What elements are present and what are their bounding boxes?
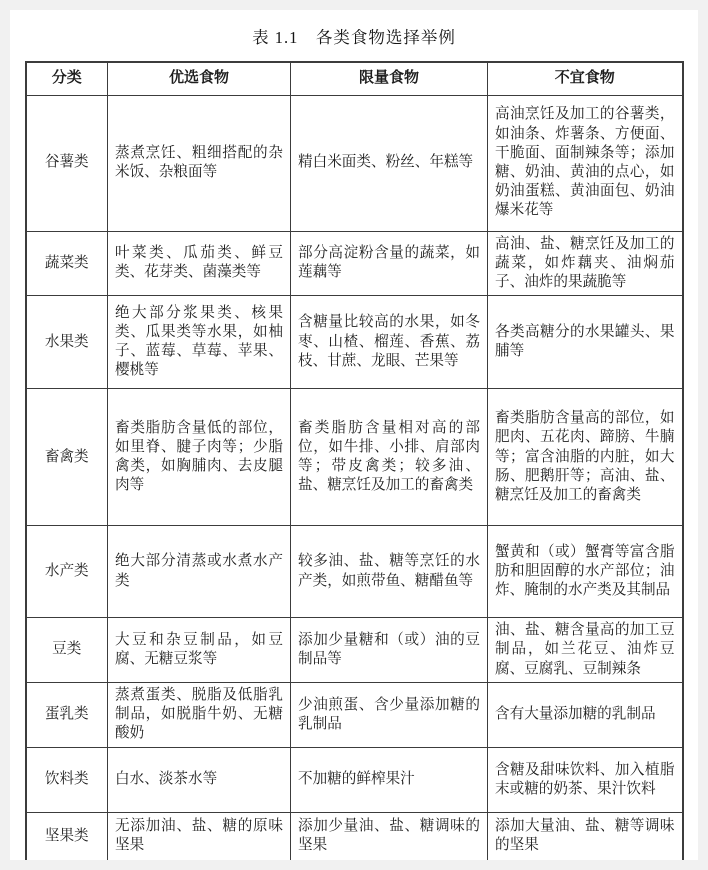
table-row — [26, 526, 683, 618]
table-row — [26, 389, 683, 526]
cell-category: 坚果类 — [26, 812, 108, 860]
header-preferred: 优选食物 — [108, 62, 291, 95]
cell-preferred: 蒸煮蛋类、脱脂及低脂乳制品，如脱脂牛奶、无糖酸奶 — [108, 682, 291, 747]
cell-avoid: 含糖及甜味饮料、加入植脂末或糖的奶茶、果汁饮料 — [488, 747, 683, 812]
cell-preferred: 无添加油、盐、糖的原味坚果 — [108, 812, 291, 860]
cell-limited: 部分高淀粉含量的蔬菜，如莲藕等 — [291, 231, 488, 296]
table-row — [26, 296, 683, 389]
cell-preferred: 白水、淡茶水等 — [108, 747, 291, 812]
cell-avoid: 各类高糖分的水果罐头、果脯等 — [488, 296, 683, 389]
table-row — [26, 95, 683, 231]
header-avoid: 不宜食物 — [488, 62, 683, 95]
cell-limited: 不加糖的鲜榨果汁 — [291, 747, 488, 812]
cell-avoid: 添加大量油、盐、糖等调味的坚果 — [488, 812, 683, 860]
cell-category: 水产类 — [26, 526, 108, 618]
cell-preferred: 叶菜类、瓜茄类、鲜豆类、花芽类、菌藻类等 — [108, 231, 291, 296]
cell-category: 水果类 — [26, 296, 108, 389]
cell-avoid: 畜类脂肪含量高的部位，如肥肉、五花肉、蹄膀、牛腩等；富含油脂的内脏，如大肠、肥鹅肝等；高油、盐、糖烹饪及加工的畜禽类 — [488, 389, 683, 526]
cell-category: 畜禽类 — [26, 389, 108, 526]
table-row — [26, 682, 683, 747]
food-selection-table — [25, 61, 684, 860]
table-body — [26, 95, 683, 860]
cell-category: 谷薯类 — [26, 95, 108, 231]
header-limited: 限量食物 — [291, 62, 488, 95]
cell-category: 蔬菜类 — [26, 231, 108, 296]
cell-preferred: 绝大部分清蒸或水煮水产类 — [108, 526, 291, 618]
table-row — [26, 618, 683, 683]
cell-limited: 畜类脂肪含量相对高的部位，如牛排、小排、肩部肉等；带皮禽类；较多油、盐、糖烹饪及加工的畜禽类 — [291, 389, 488, 526]
table-row — [26, 231, 683, 296]
cell-avoid: 高油烹饪及加工的谷薯类，如油条、炸薯条、方便面、干脆面、面制辣条等；添加糖、奶油、黄油的点心，如奶油蛋糕、黄油面包、奶油爆米花等 — [488, 95, 683, 231]
header-category: 分类 — [26, 62, 108, 95]
cell-preferred: 畜类脂肪含量低的部位，如里脊、腱子肉等；少脂禽类，如胸脯肉、去皮腿肉等 — [108, 389, 291, 526]
cell-preferred: 大豆和杂豆制品，如豆腐、无糖豆浆等 — [108, 618, 291, 683]
document-page — [10, 10, 698, 860]
table-row — [26, 747, 683, 812]
table-title: 表 1.1 各类食物选择举例 — [252, 28, 456, 47]
cell-category: 饮料类 — [26, 747, 108, 812]
cell-avoid: 蟹黄和（或）蟹膏等富含脂肪和胆固醇的水产部位；油炸、腌制的水产类及其制品 — [488, 526, 683, 618]
cell-category: 蛋乳类 — [26, 682, 108, 747]
cell-limited: 含糖量比较高的水果，如冬枣、山楂、榴莲、香蕉、荔枝、甘蔗、龙眼、芒果等 — [291, 296, 488, 389]
table-row — [26, 812, 683, 860]
cell-limited: 较多油、盐、糖等烹饪的水产类，如煎带鱼、糖醋鱼等 — [291, 526, 488, 618]
cell-avoid: 油、盐、糖含量高的加工豆制品，如兰花豆、油炸豆腐、豆腐乳、豆制辣条 — [488, 618, 683, 683]
table-header — [26, 62, 683, 95]
cell-preferred: 绝大部分浆果类、核果类、瓜果类等水果，如柚子、蓝莓、草莓、苹果、樱桃等 — [108, 296, 291, 389]
cell-avoid: 含有大量添加糖的乳制品 — [488, 682, 683, 747]
cell-preferred: 蒸煮烹饪、粗细搭配的杂米饭、杂粮面等 — [108, 95, 291, 231]
header-row — [26, 62, 683, 95]
cell-limited: 少油煎蛋、含少量添加糖的乳制品 — [291, 682, 488, 747]
cell-limited: 添加少量油、盐、糖调味的坚果 — [291, 812, 488, 860]
cell-limited: 精白米面类、粉丝、年糕等 — [291, 95, 488, 231]
cell-avoid: 高油、盐、糖烹饪及加工的蔬菜，如炸藕夹、油焖茄子、油炸的果蔬脆等 — [488, 231, 683, 296]
cell-limited: 添加少量糖和（或）油的豆制品等 — [291, 618, 488, 683]
cell-category: 豆类 — [26, 618, 108, 683]
